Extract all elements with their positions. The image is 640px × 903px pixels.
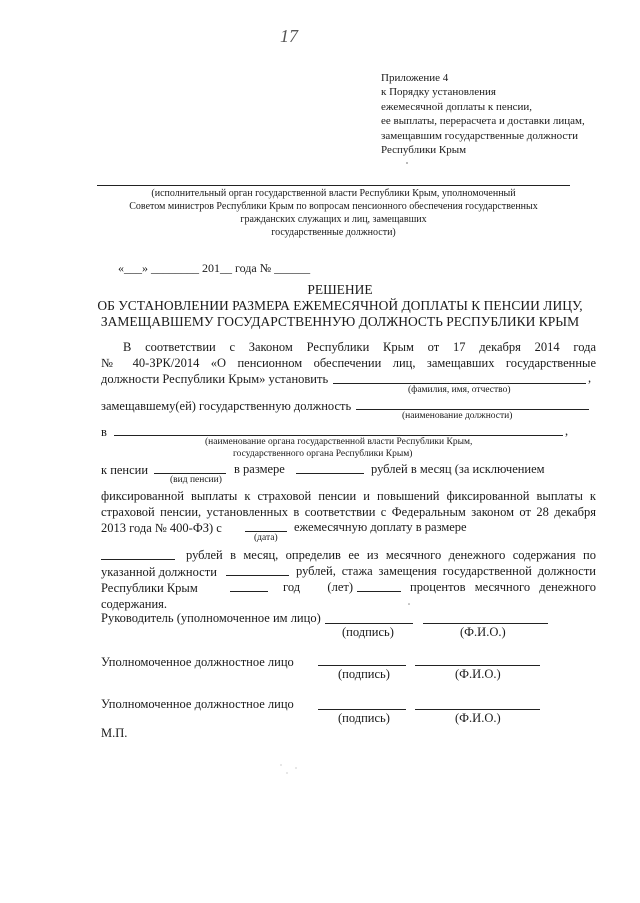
decision-date-number[interactable]: «___» ________ 201__ года № ______	[118, 261, 311, 275]
body-line: ежемесячную доплату в размере	[294, 520, 467, 534]
organ-caption: государственного органа Республики Крым)	[233, 449, 413, 459]
organ-prefix: в	[101, 425, 107, 439]
pension-type-caption: (вид пенсии)	[170, 475, 222, 485]
size-label: в размере	[234, 462, 285, 476]
pension-label: к пенсии	[101, 463, 149, 477]
official-2-label: Уполномоченное должностное лицо	[101, 697, 294, 711]
body-line: В соответствии с Законом Республики Крым от 17 декабря 2014 года	[123, 340, 596, 354]
page-number: 17	[280, 26, 298, 46]
body-line: страховой пенсии, установленных в соответствии с Федеральным законом от 28 декабря	[101, 505, 596, 519]
comma: ,	[588, 371, 592, 385]
head-signature-label: Руководитель (уполномоченное им лицо)	[101, 611, 321, 625]
signature-caption: (подпись)	[342, 625, 394, 639]
fio-caption: (фамилия, имя, отчество)	[408, 385, 511, 395]
body-line: № 40-ЗРК/2014 «О пенсионном обеспечении лиц, замещавших государственные	[101, 356, 596, 370]
date-caption: (дата)	[254, 533, 278, 543]
document-subtitle-line: ОБ УСТАНОВЛЕНИИ РАЗМЕРА ЕЖЕМЕСЯЧНОЙ ДОПЛАТЫ К ПЕНСИИ ЛИЦУ,	[97, 298, 583, 313]
appendix-line: к Порядку установления	[381, 86, 496, 99]
body-line: указанной должности	[101, 565, 217, 579]
org-caption-line: гражданских служащих и лиц, замещавших	[240, 214, 427, 225]
body-line: содержания.	[101, 597, 168, 611]
body-line: фиксированной выплаты к страховой пенсии и повышений фиксированной выплаты к	[101, 489, 596, 503]
position-caption: (наименование должности)	[402, 411, 513, 421]
org-caption-line: (исполнительный орган государственной власти Республики Крым, уполномоченный	[151, 188, 516, 199]
document-title: РЕШЕНИЕ	[307, 282, 373, 297]
comma: ,	[565, 424, 569, 438]
body-line: процентов месячного денежного	[410, 580, 596, 594]
body-line: рублей в месяц, определив ее из месячного денежного содержания по	[186, 548, 596, 562]
org-caption-line: Советом министров Республики Крым по вопросам пенсионного обеспечения государственных	[129, 201, 538, 212]
appendix-line: ее выплаты, перерасчета и доставки лицам,	[381, 115, 585, 128]
fio-caption: (Ф.И.О.)	[460, 625, 506, 639]
official-1-label: Уполномоченное должностное лицо	[101, 655, 294, 669]
appendix-line: ежемесячной доплаты к пенсии,	[381, 100, 533, 113]
stamp-placeholder: М.П.	[101, 726, 128, 740]
org-caption-line: государственные должности)	[271, 227, 396, 238]
appendix-line: Приложение 4	[381, 72, 449, 84]
appendix-line: Республики Крым	[381, 144, 467, 157]
fio-caption: (Ф.И.О.)	[455, 667, 501, 681]
signature-caption: (подпись)	[338, 667, 390, 681]
organ-caption: (наименование органа государственной власти Республики Крым,	[205, 437, 473, 447]
appendix-line: замещавшим государственные должности	[381, 129, 578, 142]
document-subtitle-line: ЗАМЕЩАВШЕМУ ГОСУДАРСТВЕННУЮ ДОЛЖНОСТЬ РЕСПУБЛИКИ КРЫМ	[100, 314, 580, 329]
rub-label: рублей в месяц (за исключением	[371, 462, 545, 476]
body-line: год (лет)	[283, 580, 353, 594]
fio-caption: (Ф.И.О.)	[455, 711, 501, 725]
signature-caption: (подпись)	[338, 711, 390, 725]
position-label: замещавшему(ей) государственную должность	[101, 399, 352, 413]
body-line: 2013 года № 400-ФЗ) с	[101, 521, 222, 535]
body-line: Республики Крым	[101, 581, 198, 595]
body-line: должности Республики Крым» установить	[101, 372, 329, 386]
body-line: рублей, стажа замещения государственной должности	[296, 564, 596, 578]
